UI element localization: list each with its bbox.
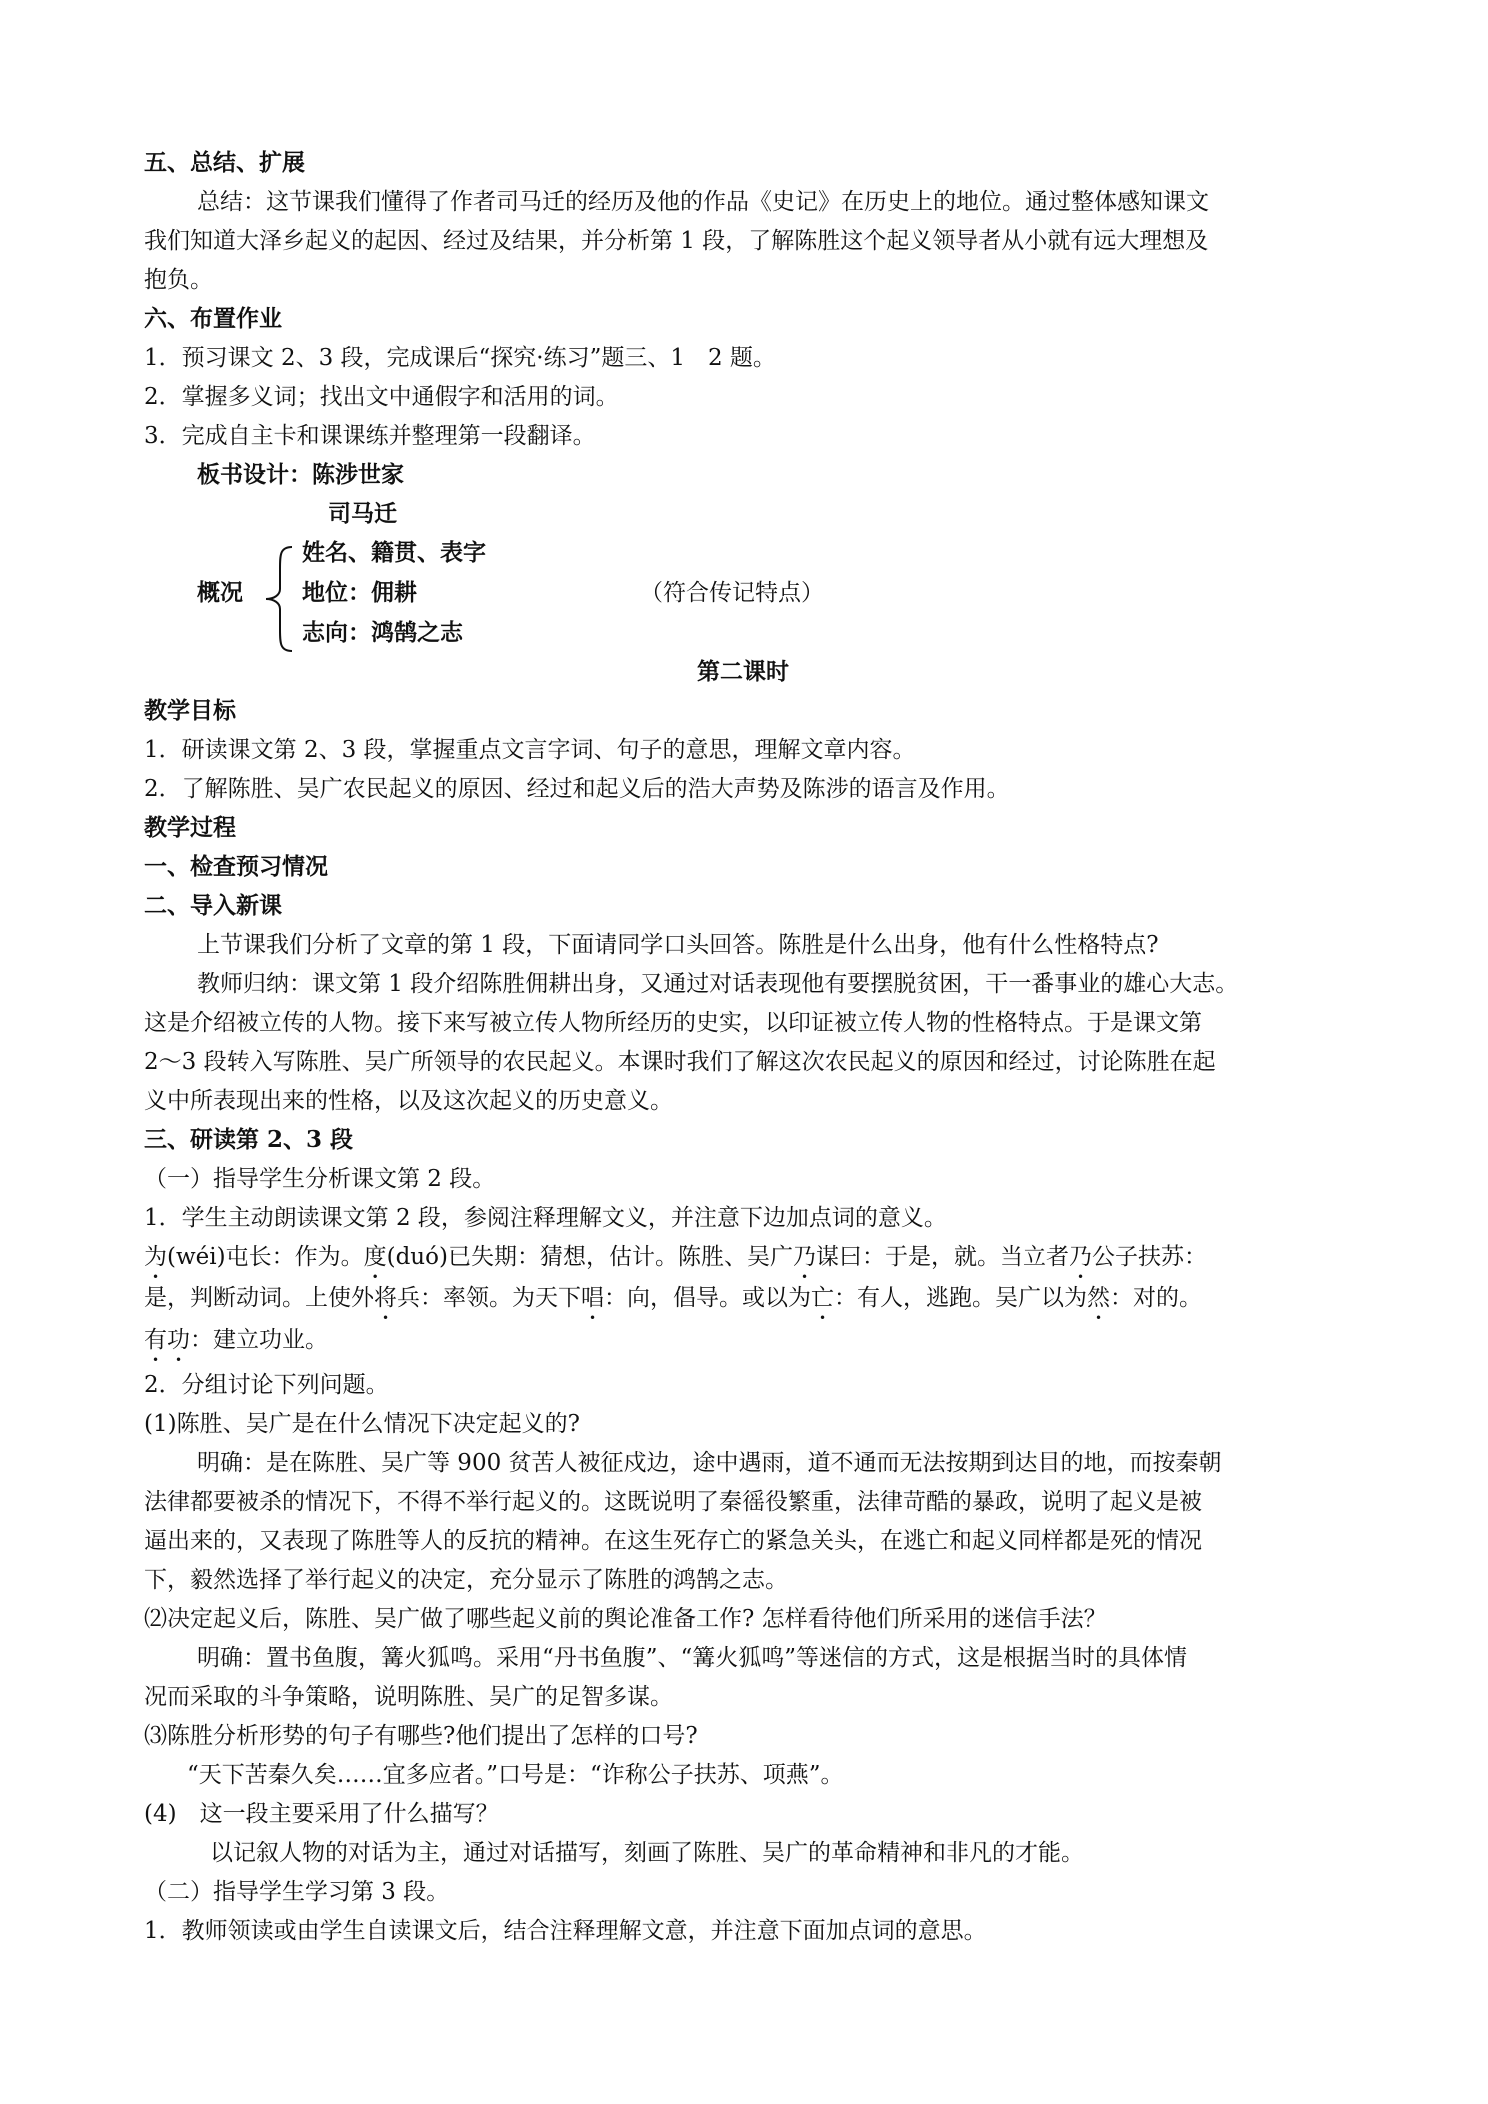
homework-item-3: 3．完成自主卡和课课练并整理第一段翻译。	[144, 423, 596, 449]
board-branch-2: 地位：佣耕	[302, 579, 417, 606]
curly-brace-icon	[262, 545, 296, 653]
goal-1: 1．研读课文第 2、3 段，掌握重点文言字词、句子的意思，理解文章内容。	[144, 737, 916, 763]
vocab-gloss: ：建立功业。	[190, 1327, 328, 1353]
process-3-heading: 三、研读第 2、3 段	[144, 1126, 354, 1153]
vocab-line-2	[144, 1283, 1202, 1325]
dotted-word: 度	[363, 1244, 387, 1270]
answer-2-line-2: 况而采取的斗争策略，说明陈胜、吴广的足智多谋。	[144, 1684, 673, 1710]
intro-line-5: 义中所表现出来的性格，以及这次起义的历史意义。	[144, 1088, 673, 1114]
vocab-gloss: (wéi)屯长：作为。	[167, 1244, 364, 1270]
vocab-gloss: 为天下	[512, 1285, 581, 1311]
summary-line-3: 抱负。	[144, 267, 213, 293]
answer-2-line-1: 明确：置书鱼腹，篝火狐鸣。采用“丹书鱼腹”、“篝火狐鸣”等迷信的方式，这是根据当时的具体情	[197, 1645, 1188, 1671]
vocab-gloss: 兵：率领。	[397, 1285, 512, 1311]
dotted-word: 有功	[144, 1327, 190, 1353]
answer-1-line-3: 逼出来的，又表现了陈胜等人的反抗的精神。在这生死存亡的紧急关头，在逃亡和起义同样都是死的情况	[144, 1528, 1202, 1554]
step-3: 1．教师领读或由学生自读课文后，结合注释理解文意，并注意下面加点词的意思。	[144, 1918, 987, 1944]
vocab-gloss: 公子扶苏：	[1091, 1244, 1207, 1270]
section-6-heading: 六、布置作业	[144, 305, 282, 332]
board-author: 司马迁	[328, 500, 397, 527]
lesson-2-title: 第二课时	[697, 658, 789, 685]
subsection-2: （二）指导学生学习第 3 段。	[144, 1879, 450, 1905]
subsection-1: （一）指导学生分析课文第 2 段。	[144, 1166, 496, 1192]
answer-4: 以记叙人物的对话为主，通过对话描写，刻画了陈胜、吴广的革命精神和非凡的才能。	[210, 1840, 1084, 1866]
vocab-line-1	[144, 1242, 1207, 1284]
answer-3: “天下苦秦久矣……宜多应者。”口号是：“诈称公子扶苏、项燕”。	[187, 1762, 844, 1788]
question-2: ⑵决定起义后，陈胜、吴广做了哪些起义前的舆论准备工作? 怎样看待他们所采用的迷信手法？	[144, 1606, 1107, 1632]
vocab-gloss: ：对的。	[1110, 1285, 1202, 1311]
dotted-word: 乃	[792, 1244, 816, 1270]
process-1-heading: 一、检查预习情况	[144, 853, 328, 880]
intro-line-3: 这是介绍被立传的人物。接下来写被立传人物所经历的史实，以印证被立传人物的性格特点。于是课文第	[144, 1010, 1202, 1036]
process-2-heading: 二、导入新课	[144, 892, 282, 919]
homework-item-2: 2．掌握多义词；找出文中通假字和活用的词。	[144, 384, 619, 410]
dotted-word: 乃	[1068, 1244, 1092, 1270]
summary-line-2: 我们知道大泽乡起义的起因、经过及结果，并分析第 1 段，了解陈胜这个起义领导者从小就有远大理想及	[144, 228, 1209, 254]
vocab-gloss: 是，判断动词。上使外	[144, 1285, 374, 1311]
dotted-word: 将	[374, 1285, 397, 1311]
step-1: 1．学生主动朗读课文第 2 段，参阅注释理解文义，并注意下边加点词的意义。	[144, 1205, 947, 1231]
vocab-gloss: (duó)已失期：猜想，估计。陈胜、吴广	[386, 1244, 793, 1270]
board-branch-3: 志向：鸿鹄之志	[302, 619, 463, 646]
vocab-gloss: ：有人，逃跑。吴广以为	[834, 1285, 1087, 1311]
process-heading: 教学过程	[144, 814, 236, 841]
goal-2: 2．了解陈胜、吴广农民起义的原因、经过和起义后的浩大声势及陈涉的语言及作用。	[144, 776, 1010, 802]
board-branch-1: 姓名、籍贯、表字	[302, 539, 486, 566]
intro-line-4: 2～3 段转入写陈胜、吴广所领导的农民起义。本课时我们了解这次农民起义的原因和经过，讨论陈胜在起	[144, 1049, 1216, 1075]
vocab-gloss: ：向，倡导。	[604, 1285, 742, 1311]
question-4: (4) 这一段主要采用了什么描写？	[144, 1801, 499, 1827]
section-5-heading: 五、总结、扩展	[144, 149, 305, 176]
answer-1-line-4: 下，毅然选择了举行起义的决定，充分显示了陈胜的鸿鹄之志。	[144, 1567, 788, 1593]
summary-line-1: 总结：这节课我们懂得了作者司马迁的经历及他的作品《史记》在历史上的地位。通过整体感知课文	[197, 189, 1209, 215]
answer-1-line-2: 法律都要被杀的情况下，不得不举行起义的。这既说明了秦徭役繁重，法律苛酷的暴政，说明了起义是被	[144, 1489, 1202, 1515]
vocab-line-3	[144, 1325, 328, 1367]
question-3: ⑶陈胜分析形势的句子有哪些?他们提出了怎样的口号?	[144, 1723, 698, 1749]
vocab-gloss: 或以为	[742, 1285, 811, 1311]
intro-line-2: 教师归纳：课文第 1 段介绍陈胜佣耕出身，又通过对话表现他有要摆脱贫困，干一番事业的雄心大志。	[197, 971, 1239, 997]
dotted-word: 然	[1087, 1285, 1110, 1311]
dotted-word: 唱	[581, 1285, 604, 1311]
homework-item-1: 1．预习课文 2、3 段，完成课后“探究·练习”题三、1 2 题。	[144, 345, 776, 371]
answer-1-line-1: 明确：是在陈胜、吴广等 900 贫苦人被征戍边，途中遇雨，道不通而无法按期到达目的地，而按秦朝	[197, 1450, 1222, 1476]
vocab-gloss: 谋曰：于是，就。当立者	[815, 1244, 1069, 1270]
goals-heading: 教学目标	[144, 697, 236, 724]
dotted-word: 亡	[811, 1285, 834, 1311]
dotted-word: 为	[144, 1244, 167, 1270]
board-design-title: 板书设计：陈涉世家	[197, 461, 404, 488]
step-2: 2．分组讨论下列问题。	[144, 1372, 389, 1398]
board-group-label: 概况	[197, 579, 243, 606]
board-note: （符合传记特点）	[640, 580, 824, 606]
question-1: (1)陈胜、吴广是在什么情况下决定起义的?	[144, 1411, 580, 1437]
intro-line-1: 上节课我们分析了文章的第 1 段，下面请同学口头回答。陈胜是什么出身，他有什么性格特点?	[197, 932, 1159, 958]
